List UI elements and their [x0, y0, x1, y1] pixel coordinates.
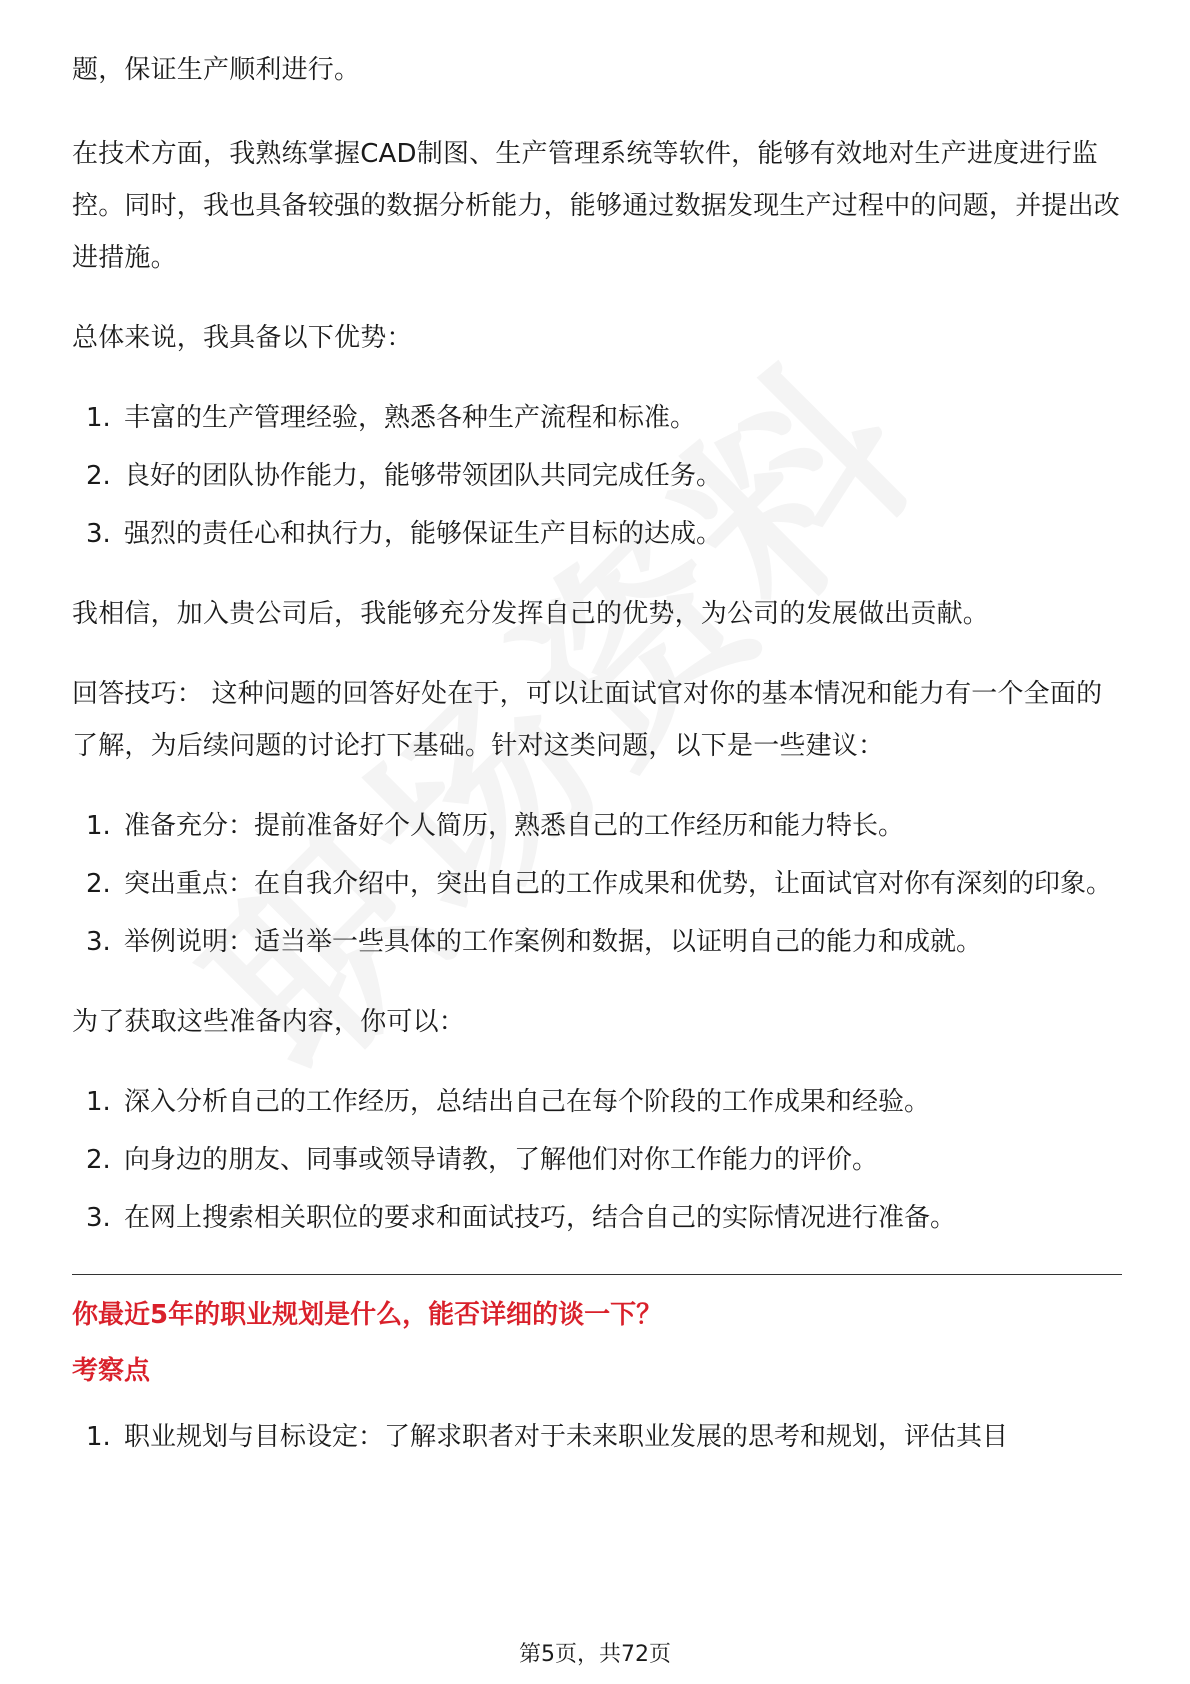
list-item-text: 准备充分：提前准备好个人简历，熟悉自己的工作经历和能力特长。 — [124, 811, 905, 841]
list-item — [72, 1411, 1122, 1463]
list-item-text: 在网上搜索相关职位的要求和面试技巧，结合自己的实际情况进行准备。 — [124, 1203, 957, 1233]
paragraph-prepare-intro: 为了获取这些准备内容，你可以： — [72, 1007, 466, 1037]
assessment-points-list — [72, 1411, 1122, 1463]
list-item-text: 向身边的朋友、同事或领导请教，了解他们对你工作能力的评价。 — [124, 1145, 879, 1175]
list-item-number: 2. — [86, 869, 111, 899]
list-item-number: 3. — [86, 927, 111, 957]
list-item-text: 举例说明：适当举一些具体的工作案例和数据，以证明自己的能力和成就。 — [124, 927, 983, 957]
list-item — [72, 858, 1122, 910]
list-item-number: 1. — [86, 403, 111, 433]
list-item — [72, 916, 1122, 968]
list-item-text: 丰富的生产管理经验，熟悉各种生产流程和标准。 — [124, 403, 697, 433]
list-item — [72, 800, 1122, 852]
page-content — [72, 44, 1122, 1491]
list-item-number: 1. — [86, 1087, 111, 1117]
paragraph-answer-tips: 回答技巧： 这种问题的回答好处在于，可以让面试官对你的基本情况和能力有一个全面的了解，为后续问题的讨论打下基础。针对这类问题，以下是一些建议： — [72, 679, 1103, 761]
prepare-list — [72, 1076, 1122, 1244]
page-number-footer: 第5页，共72页 — [519, 1642, 671, 1667]
list-item-text: 深入分析自己的工作经历，总结出自己在每个阶段的工作成果和经验。 — [124, 1087, 931, 1117]
list-item — [72, 508, 1122, 560]
list-item — [72, 1076, 1122, 1128]
tips-list — [72, 800, 1122, 968]
paragraph-technical-skills: 在技术方面，我熟练掌握CAD制图、生产管理系统等软件，能够有效地对生产进度进行监控。同时，我也具备较强的数据分析能力，能够通过数据发现生产过程中的问题，并提出改进措施。 — [72, 139, 1121, 273]
list-item-number: 1. — [86, 811, 111, 841]
list-item — [72, 450, 1122, 502]
list-item-number: 3. — [86, 519, 111, 549]
list-item — [72, 1134, 1122, 1186]
list-item-text: 突出重点：在自我介绍中，突出自己的工作成果和优势，让面试官对你有深刻的印象。 — [124, 869, 1113, 899]
list-item — [72, 1192, 1122, 1244]
list-item-text: 良好的团队协作能力，能够带领团队共同完成任务。 — [124, 461, 723, 491]
list-item-text: 强烈的责任心和执行力，能够保证生产目标的达成。 — [124, 519, 723, 549]
list-item-number: 3. — [86, 1203, 111, 1233]
section-divider — [72, 1274, 1122, 1275]
paragraph-continuation: 题，保证生产顺利进行。 — [72, 55, 361, 85]
paragraph-advantages-intro: 总体来说，我具备以下优势： — [72, 323, 413, 353]
list-item-text: 职业规划与目标设定：了解求职者对于未来职业发展的思考和规划，评估其目 — [124, 1422, 1009, 1452]
list-item-number: 2. — [86, 461, 111, 491]
section-title-assessment-points: 考察点 — [72, 1356, 151, 1386]
list-item-number: 2. — [86, 1145, 111, 1175]
list-item — [72, 392, 1122, 444]
advantages-list — [72, 392, 1122, 560]
list-item-number: 1. — [86, 1422, 111, 1452]
paragraph-contribution: 我相信，加入贵公司后，我能够充分发挥自己的优势，为公司的发展做出贡献。 — [72, 599, 990, 629]
interview-question-heading: 你最近5年的职业规划是什么，能否详细的谈一下？ — [72, 1300, 663, 1330]
